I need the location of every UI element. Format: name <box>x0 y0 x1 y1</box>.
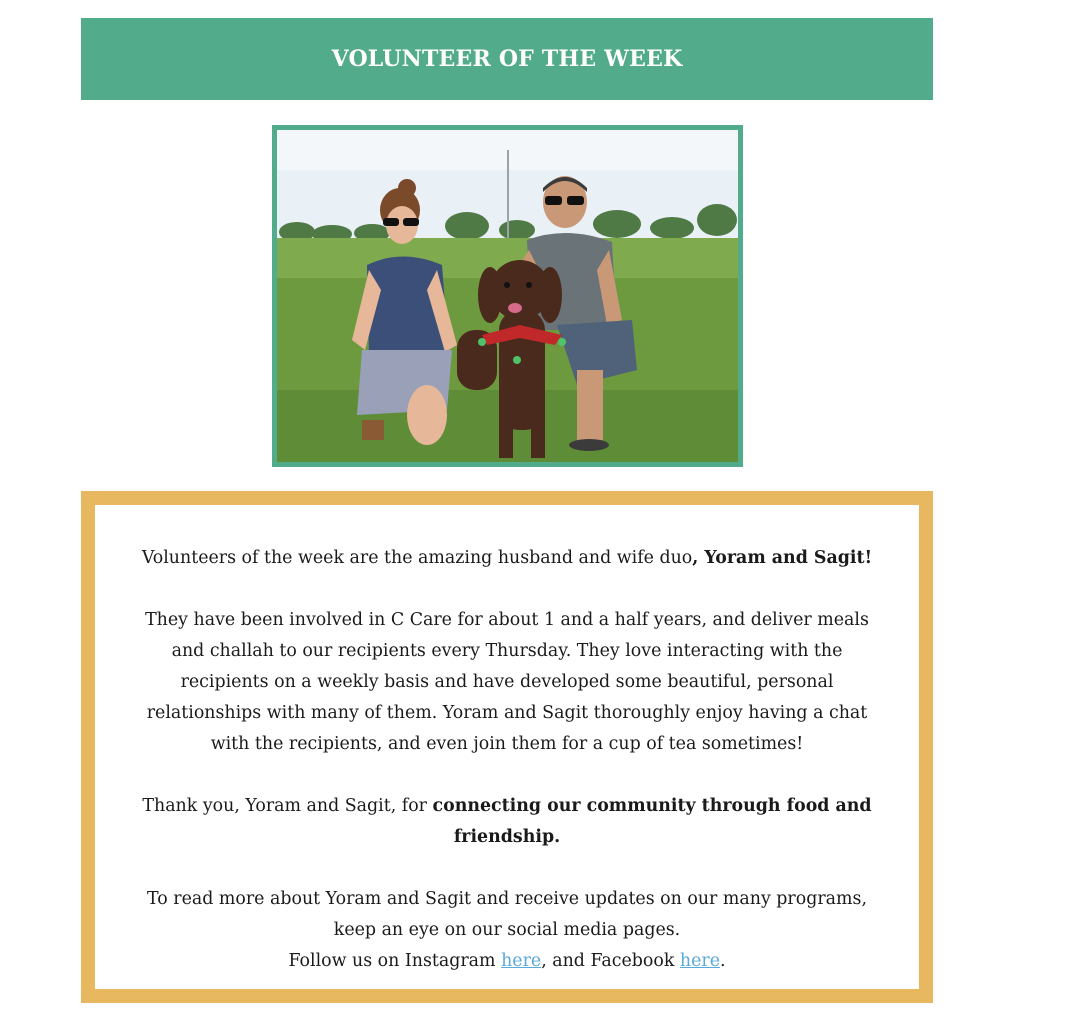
instagram-link[interactable]: here <box>501 951 542 971</box>
follow-paragraph <box>127 946 887 977</box>
read-more-paragraph: To read more about Yoram and Sagit and receive updates on our many programs, keep an eye on our social media pages. <box>147 889 867 940</box>
body-paragraph: They have been involved in C Care for about 1 and a half years, and deliver meals and challah to our recipients every Thursday. They love interacting with the recipients on a weekly basis and have developed some beautiful, personal relationships with many of them. Yoram and Sagit thoroughly enjoy having a chat with the recipients, and even join them for a cup of tea sometimes! <box>145 610 869 754</box>
thanks-paragraph <box>127 791 887 853</box>
volunteers-with-dog-photo-icon <box>277 130 738 462</box>
intro-paragraph <box>127 543 887 574</box>
thanks-bold: connecting our community through food and friendship. <box>432 796 872 847</box>
thanks-text: Thank you, Yoram and Sagit, for <box>142 796 433 816</box>
volunteer-photo <box>272 125 743 467</box>
intro-bold: , Yoram and Sagit! <box>692 548 873 568</box>
follow-prefix: Follow us on Instagram <box>288 951 502 971</box>
header-banner <box>81 18 933 100</box>
page-title: VOLUNTEER OF THE WEEK <box>331 46 683 72</box>
story-box <box>81 491 933 1003</box>
follow-middle: , and Facebook <box>541 951 680 971</box>
facebook-link[interactable]: here <box>679 951 721 971</box>
intro-text: Volunteers of the week are the amazing husband and wife duo <box>141 548 693 568</box>
follow-suffix: . <box>720 951 726 971</box>
story-text <box>127 543 887 977</box>
